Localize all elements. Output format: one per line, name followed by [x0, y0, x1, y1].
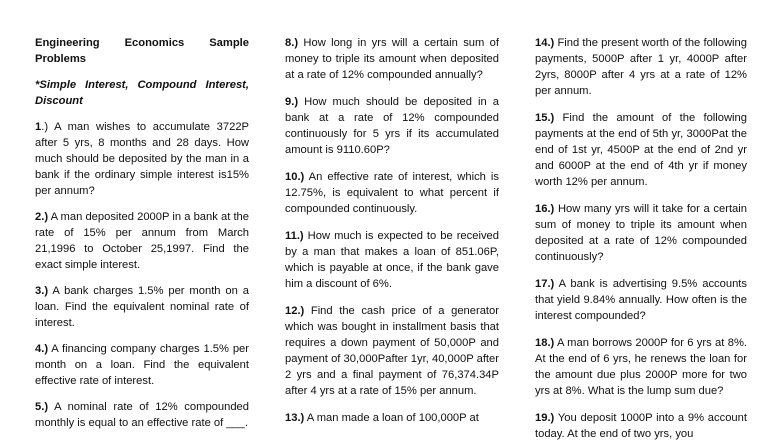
problem-text: How long in yrs will a certain sum of money to triple its amount when deposited at a rate of 12% compounded annually?: [285, 37, 499, 81]
problem-text: An effective rate of interest, which is 12.75%, is equivalent to what percent if compounded continuously.: [285, 171, 499, 215]
problem-number: 4.): [35, 343, 49, 355]
document-title: Engineering Economics Sample Problems: [35, 37, 249, 65]
problem-number: 12.): [285, 305, 305, 317]
problem-number: 16.): [535, 203, 555, 215]
problem-text: A man borrows 2000P for 6 yrs at 8%. At the end of 6 yrs, he renews the loan for the amount due plus 2000P more for two yrs at 8%. What is the lump sum due?: [535, 337, 747, 397]
problem-number: 18.): [535, 337, 555, 349]
problem-text: A nominal rate of 12% compounded monthly is equal to an effective rate of ___.: [35, 401, 249, 429]
problem-text: A bank is advertising 9.5% accounts that yield 9.84% annually. How often is the interest compounded?: [535, 278, 747, 322]
problem-17: [535, 276, 747, 324]
problem-number: 13.): [285, 412, 305, 424]
problem-number: 3.): [35, 285, 49, 297]
problem-text: A financing company charges 1.5% per month on a loan. Find the equivalent effective rate of interest.: [35, 343, 249, 387]
problem-number: 2.): [35, 211, 49, 223]
problem-3: [35, 283, 249, 331]
problem-text: You deposit 1000P into a 9% account today. At the end of two yrs, you: [535, 412, 747, 440]
column-middle: [285, 35, 499, 437]
problem-text: Find the amount of the following payments at the end of 5th yr, 3000Pat the end of 1st yr, 4500P at the end of 2nd yr and 6000P at the end of 4th yr if money worth 12% per annum.: [535, 112, 747, 188]
problem-text: A bank charges 1.5% per month on a loan. Find the equivalent nominal rate of interest.: [35, 285, 249, 329]
document-subtitle: *Simple Interest, Compound Interest, Discount: [35, 79, 249, 107]
problem-15: [535, 110, 747, 190]
problem-text: .) A man wishes to accumulate 3722P after 5 yrs, 8 months and 28 days. How much should be deposited by the man in a bank if the ordinary simple interest is15% per annum?: [35, 121, 249, 197]
problem-1: [35, 119, 249, 199]
problem-text: A man made a loan of 100,000P at: [304, 412, 479, 424]
problem-2: [35, 209, 249, 273]
problem-number: 14.): [535, 37, 555, 49]
problem-14: [535, 35, 747, 99]
problem-number: 17.): [535, 278, 555, 290]
problem-number: 19.): [535, 412, 555, 424]
problem-11: [285, 228, 499, 292]
problem-text: Find the cash price of a generator which was bought in installment basis that requires a down payment of 50,000P and payment of 30,000Pafter 1yr, 40,000P after 2 yrs and a final payment of 76,374.34P after 4 yrs at a rate of 15% per annum.: [285, 305, 499, 397]
problem-18: [535, 335, 747, 399]
column-left: [35, 35, 249, 441]
problem-text: How much is expected to be received by a man that makes a loan of 851.06P, which is payable at once, if the bank gave him a discount of 6%.: [285, 230, 499, 290]
problem-text: A man deposited 2000P in a bank at the rate of 15% per annum from March 21,1996 to October 25,1997. Find the exact simple interest.: [35, 211, 249, 271]
problem-number: 11.): [285, 230, 304, 242]
problem-number: 5.): [35, 401, 49, 413]
problem-4: [35, 341, 249, 389]
problem-number: 9.): [285, 96, 299, 108]
problem-9: [285, 94, 499, 158]
problem-text: How much should be deposited in a bank at a rate of 12% compounded continuously for 5 yrs if its accumulated amount is 9110.60P?: [285, 96, 499, 156]
problem-number: 10.): [285, 171, 305, 183]
problem-8: [285, 35, 499, 83]
problem-text: Find the present worth of the following payments, 5000P after 1 yr, 4000P after 2yrs, 8000P after 4 yrs at a rate of 12% per annum.: [535, 37, 747, 97]
problem-number: 1: [35, 121, 42, 133]
problem-13: [285, 410, 499, 426]
problem-16: [535, 201, 747, 265]
column-right: [535, 35, 747, 441]
problem-5: [35, 399, 249, 431]
problem-number: 15.): [535, 112, 555, 124]
problem-10: [285, 169, 499, 217]
problem-19: [535, 410, 747, 441]
problem-number: 8.): [285, 37, 299, 49]
problem-text: How many yrs will it take for a certain sum of money to triple its amount when deposited at a rate of 12% compounded continuously?: [535, 203, 747, 263]
problem-12: [285, 303, 499, 399]
